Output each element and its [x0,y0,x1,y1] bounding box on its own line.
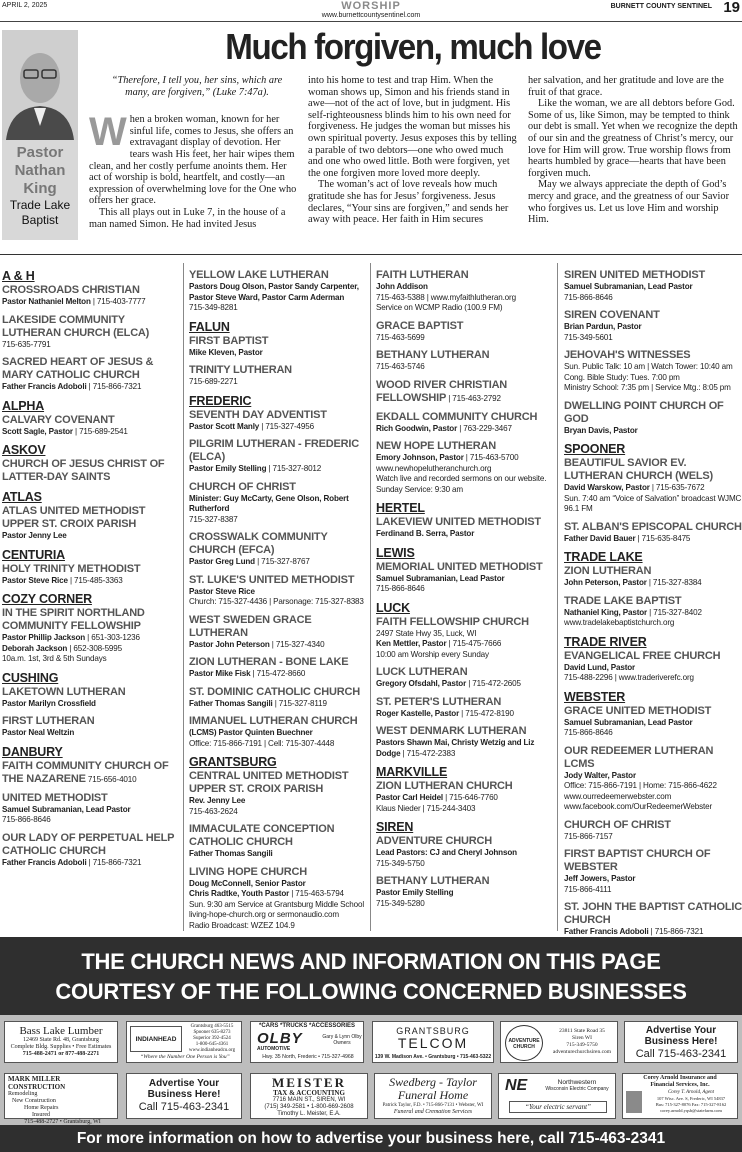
author-church-line2: Baptist [21,213,59,227]
article-paragraph: When a broken woman, known for her sinful life, comes to Jesus, she offers an extravagant display of devotion. Her tears wash His feet, her hair wipes them clean, and her costly perfume anoints them. Her act of worship is bold, heartfelt, and costly—an expression of overwhelming love for the One who offers her grace. [89,110,297,207]
ad-meister-tax[interactable]: MEISTER TAX & ACCOUNTING 7716 MAIN ST., SIREN, WI (715) 349-2581 • 1-800-669-2608 Timothy L. Meister, E.A. [250,1073,368,1119]
pastor-line: Emory Johnson, Pastor | 715-463-5700 [376,453,519,462]
pastor-line: Pastor Nathaniel Melton | 715-403-7777 [2,297,146,306]
town-heading: ATLAS [2,490,42,504]
pastor-line: Jody Walter, Pastor [564,770,636,780]
church-name: NEW HOPE LUTHERAN [376,440,497,452]
church-info[interactable]: www.facebook.com/OurRedeemerWebster [564,802,712,811]
church-info: 715-866-8646 [564,292,613,302]
ad-corey-arnold-insurance[interactable]: Corey Arnold Insurance and Financial Services, Inc. Corey T. Arnold, Agent 107 Wisc. Ave. S, Frederic, WI 54837 Bus: 715-327-8076 Fax: 715-327-8162 corey.arnold.yqsb@statefarm.com [622,1073,738,1119]
church-info: 10:00 am Worship every Sunday [376,649,489,659]
church-name: FAITH LUTHERAN [376,269,469,281]
directory-column-2 [189,263,367,931]
church-name: ADVENTURE CHURCH [376,835,492,847]
pastor-line: Pastor John Peterson | 715-327-4340 [189,639,325,649]
church-name: CROSSROADS CHRISTIAN [2,284,140,296]
pastor-line: Father Francis Adoboli | 715-866-7321 [2,857,142,867]
town-heading: ASKOV [2,443,46,457]
author-first-name: Nathan [14,162,66,179]
pastor-line: Father David Bauer | 715-635-8475 [564,533,691,543]
church-name: IN THE SPIRIT NORTHLAND COMMUNITY FELLOWSHIP [2,607,145,632]
town-heading: TRADE RIVER [564,634,647,649]
church-info: 2497 State Hwy 35, Luck, WI [376,628,477,638]
church-name: LAKETOWN LUTHERAN [2,685,126,698]
church-info: Watch live and recorded sermons on our website. Sunday Service: 9:30 am [376,474,547,494]
town-heading: WEBSTER [564,689,626,704]
church-info: 715-349-5601 [564,332,613,342]
article-column-3 [528,75,740,226]
church-name: GRACE UNITED METHODIST [564,704,712,717]
church-info: 715-463-5699 [376,332,425,342]
adventure-church-logo-icon: ADVENTURE CHURCH [505,1025,543,1061]
church-name: SIREN UNITED METHODIST [564,269,706,281]
church-name: EVANGELICAL FREE CHURCH [564,649,721,662]
pastor-line: John Addison [376,282,428,291]
church-name: CALVARY COVENANT [2,413,115,426]
sponsor-banner [0,937,742,1015]
church-name: LAKEVIEW UNITED METHODIST [376,516,541,528]
church-info: Sun. 7:40 am “Voice of Salvation” broadcast WJMC 96.1 FM [564,493,742,513]
article-paragraph: Like the woman, we are all debtors before God. Some of us, like Simon, may be tempted to think our debt is small. Yet when we recognize the depth of our sin and the greatness of Christ’s mercy, our love for Him will grow. True worship flows from hearts humbled by grace—hearts that have been forgiven much. [528,98,738,179]
author-last-name: King [23,180,57,197]
church-name: FAITH COMMUNITY CHURCH OF THE NAZARENE 715-656-4010 [2,759,169,785]
pastor-line: John Peterson, Pastor | 715-327-8384 [564,578,702,587]
pastor-line: Roger Kastelle, Pastor | 715-472-8190 [376,708,514,718]
town-heading: LEWIS [376,545,415,560]
pastor-line: David Lund, Pastor [564,662,636,672]
article-paragraph-continued: into his home to test and trap Him. When the woman shows up, Simon and his friends stand in awe—not of the act of love, but in judgment. His self-righteousness blinds him to his own need for forgiveness. He judges the woman but misses his own spiritual poverty. Jesus exposes this by telling a parable of two debtors—one who owed much and one who owed little. Both were forgiven, yet the one forgiven more loved more deeply. [308,75,517,179]
author-title: Pastor [16,144,64,161]
pastor-line: Ken Mettler, Pastor | 715-475-7666 [376,639,502,648]
section-name: WORSHIP [341,0,401,12]
pastor-line: Minister: Guy McCarty, Gene Olson, Robert Rutherford [189,493,349,513]
church-info: 715-463-2624 [189,806,238,816]
church-name: FIRST BAPTIST CHURCH OF WEBSTER [564,848,711,873]
church-name: IMMACULATE CONCEPTION CATHOLIC CHURCH [189,823,335,848]
town-heading: GRANTSBURG [189,755,277,769]
author-church-line1: Trade Lake [9,198,71,212]
ads-area [0,1015,742,1125]
pastor-line: Deborah Jackson | 652-308-5995 [2,643,122,653]
pastor-line: Samuel Subramanian, Lead Pastor [564,717,693,727]
indianhead-logo-icon: INDIANHEAD [130,1026,182,1052]
town-heading: COZY CORNER [2,592,92,606]
drop-cap: W [89,110,127,155]
church-info: Office: 715-866-7191 | Home: 715-866-4622 [564,781,717,790]
church-info: Service on WCMP Radio (100.9 FM) [376,303,503,312]
column-rule [557,263,558,931]
pastor-line: Chris Radtke, Youth Pastor | 715-463-5794 [189,889,344,898]
church-name: ZION LUTHERAN CHURCH [376,780,513,792]
church-name: BETHANY LUTHERAN [376,349,490,361]
pastor-line: Nathaniel King, Pastor | 715-327-8402 [564,607,702,617]
article-paragraph: This all plays out in Luke 7, in the house of a man named Simon. He had invited Jesus [89,206,286,230]
church-info: 715-349-8281 [189,303,238,312]
ad-indianhead[interactable]: INDIANHEAD Grantsburg 463-5515 Spooner 635-8273 Superior 392-4524 1-800-645-4361 www.indianheadcu.org “Where the Number One Person is You” [126,1021,242,1063]
church-info: Sun. 9:30 am Service at Grantsburg Middle School [189,899,365,909]
town-heading: FREDERIC [189,393,252,408]
church-info: Office: 715-866-7191 | Cell: 715-307-4448 [189,738,335,748]
church-info: 715-866-8646 [564,728,613,737]
church-name: ZION LUTHERAN - BONE LAKE [189,656,349,668]
church-info: 10a.m. 1st, 3rd & 5th Sundays [2,654,107,663]
church-name: CHURCH OF CHRIST [564,818,671,831]
church-name: TRINITY LUTHERAN [189,364,292,376]
column-rule [370,263,371,931]
church-name: MEMORIAL UNITED METHODIST [376,560,543,573]
town-heading: ALPHA [2,398,45,413]
ad-advertise-here-2[interactable]: Advertise Your Business Here! Call 715-463-2341 [126,1073,242,1119]
town-heading: SPOONER [564,442,626,456]
sponsor-banner-line1: THE CHURCH NEWS AND INFORMATION ON THIS PAGE [81,949,661,974]
church-info: 715-866-4111 [564,884,612,894]
pastor-line: (LCMS) Pastor Quinten Buechner [189,728,313,737]
church-name: SEVENTH DAY ADVENTIST [189,408,327,421]
church-info[interactable]: living-hope-church.org or sermonaudio.com [189,910,339,919]
pastor-line: Pastor Neal Weltzin [2,728,75,737]
author-portrait-icon [2,30,78,140]
church-info: 715-349-5750 [376,858,425,868]
church-name: GRACE BAPTIST [376,319,464,332]
church-name: DWELLING POINT CHURCH OF GOD [564,399,724,425]
pastor-line: Pastor Steve Rice | 715-485-3363 [2,575,123,585]
ad-advertise-here-1[interactable]: Advertise Your Business Here! Call 715-463-2341 [624,1021,738,1063]
town-heading: DANBURY [2,744,63,759]
town-heading: TRADE LAKE [564,550,643,564]
pastor-line: Lead Pastors: CJ and Cheryl Johnson [376,848,517,857]
church-name: ST. ALBAN'S EPISCOPAL CHURCH [564,520,742,533]
church-name: FAITH FELLOWSHIP CHURCH [376,615,529,628]
church-name: PILGRIM LUTHERAN - FREDERIC (ELCA) [189,438,359,463]
pastor-line: Samuel Subramanian, Lead Pastor [376,573,505,583]
ad-grantsburg-telcom[interactable]: GRANTSBURG TELCOM 139 W. Madison Ave. • Grantsburg • 715-463-5322 [372,1021,494,1063]
article-paragraph: May we always appreciate the depth of God’s mercy and grace, and the greatness of our Savior who forgives us. Let us love Him and worship Him. [528,179,729,226]
town-heading: CUSHING [2,670,59,685]
pastor-line: Pastors Doug Olson, Pastor Sandy Carpenter, Pastor Steve Ward, Pastor Carm Aderman [189,282,359,302]
directory-column-3 [376,263,554,909]
town-heading: SIREN [376,820,414,834]
page-number: 19 [723,0,740,16]
church-name: SIREN COVENANT [564,309,660,321]
ad-mark-miller-construction[interactable]: MARK MILLER CONSTRUCTION Remodeling New Construction Home Repairs Insured 715-488-2727 • Grantsburg, WI [4,1073,118,1119]
church-name: ATLAS UNITED METHODIST UPPER ST. CROIX PARISH [2,505,146,530]
pastor-line: Pastor Emily Stelling | 715-327-8012 [189,464,322,473]
pastor-line: Pastors Shawn Mai, Christy Wetzig and Liz Dodge | 715-472-2383 [376,738,535,758]
pastor-line: Doug McConnell, Senior Pastor [189,878,306,888]
directory-column-4 [564,263,742,938]
column-rule [183,263,184,931]
church-name: UNITED METHODIST [2,791,108,804]
author-byline [2,140,78,240]
pastor-line: Brian Pardun, Pastor [564,322,642,331]
church-name: CHURCH OF JESUS CHRIST OF LATTER-DAY SAINTS [2,458,165,483]
church-name: LIVING HOPE CHURCH [189,865,308,878]
article-paragraph: The woman’s act of love reveals how much gratitude she has for Jesus’ forgiveness. Jesus declares, “Your sins are forgiven,” and sends her away with peace. Her faith in Him secures [308,179,509,226]
church-info[interactable]: www.tradelakebaptistchurch.org [564,618,675,627]
church-name: TRADE LAKE BAPTIST [564,594,682,607]
agent-photo [626,1091,642,1113]
town-heading: HERTEL [376,501,425,515]
pastor-line: Pastor Jenny Lee [2,531,67,540]
ad-bass-lake-lumber[interactable]: Bass Lake Lumber 12469 State Rd. 48, Grantsburg Complete Bldg. Supplies • Free Estimates 715-488-2471 or 877-488-2271 [4,1021,118,1063]
ad-northwestern-electric[interactable]: NE Northwestern Wisconsin Electric Company “Your electric servant” [498,1073,616,1119]
pastor-line: Father Thomas Sangili [189,849,273,858]
author-photo [2,30,78,140]
article-column-2 [308,75,518,226]
town-heading: FALUN [189,319,230,334]
church-name: OUR REDEEMER LUTHERAN LCMS [564,744,714,770]
ad-swedberg-taylor[interactable]: Swedberg - Taylor Funeral Home Patrick Taylor, F.D. • 715-866-7131 • Webster, WI Funeral and Cremation Services [374,1073,492,1119]
pastor-line: Gregory Ofsdahl, Pastor | 715-472-2605 [376,679,521,688]
pastor-line: Samuel Subramanian, Lead Pastor [2,804,131,814]
olby-logo-icon: OLBY [257,1030,303,1047]
church-name: FIRST BAPTIST [189,334,269,347]
church-name: CENTRAL UNITED METHODIST UPPER ST. CROIX PARISH [189,770,349,795]
pastor-line: David Warskow, Pastor | 715-635-7672 [564,483,705,492]
article-paragraph-continued: her salvation, and her gratitude and love are the fruit of that grace. [528,75,724,98]
pastor-line: Pastor Marilyn Crossfield [2,698,96,708]
church-name: ST. JOHN THE BAPTIST CATHOLIC CHURCH [564,901,742,926]
church-info[interactable]: www.newhopelutheranchurch.org [376,463,492,473]
pastor-line: Mike Kleven, Pastor [189,347,263,357]
town-heading: CENTURIA [2,547,65,562]
pastor-line: Father Francis Adoboli | 715-866-7321 [564,927,704,936]
nwec-logo-icon: NE [505,1077,528,1094]
pastor-line: Pastor Carl Heidel | 715-646-7760 [376,793,498,802]
ad-adventure-church[interactable]: ADVENTURE CHURCH 23811 State Road 35 Siren WI 715-349-5750 adventurechurchsiren.com [500,1021,618,1063]
church-name: ST. LUKE'S UNITED METHODIST [189,573,355,586]
church-name: YELLOW LAKE LUTHERAN [189,269,329,281]
church-name: IMMANUEL LUTHERAN CHURCH [189,715,358,727]
pastor-line: Pastor Emily Stelling [376,888,454,897]
publication-name: BURNETT COUNTY SENTINEL [610,3,712,10]
church-info: 715-463-5746 [376,362,425,371]
church-info[interactable]: 715-488-2296 | www.traderiverefc.org [564,673,694,682]
directory-column-1 [2,263,180,868]
site-url[interactable]: www.burnettcountysentinel.com [321,12,421,19]
church-info: 715-689-2271 [189,377,238,386]
church-name: LAKESIDE COMMUNITY LUTHERAN CHURCH (ELCA) [2,313,150,339]
church-name: BETHANY LUTHERAN [376,875,490,887]
church-info: Klaus Nieder | 715-244-3403 [376,803,476,813]
church-info: 715-327-8387 [189,514,238,524]
church-name: FIRST LUTHERAN [2,715,95,727]
pastor-line: Pastor Mike Fisk | 715-472-8660 [189,669,306,678]
issue-date: APRIL 2, 2025 [2,2,48,9]
pastor-line: Rich Goodwin, Pastor | 763-229-3467 [376,423,512,433]
church-name: SACRED HEART OF JESUS & MARY CATHOLIC CHURCH [2,356,154,381]
town-heading: A & H [2,269,35,283]
church-info: Radio Broadcast: WZEZ 104.9 [189,920,295,930]
church-name: BEAUTIFUL SAVIOR EV. LUTHERAN CHURCH (WELS) [564,457,713,482]
church-name: WEST SWEDEN GRACE LUTHERAN [189,613,312,639]
advertise-footer: For more information on how to advertise your business here, call 715-463-2341 [0,1125,742,1152]
church-name: JEHOVAH'S WITNESSES [564,349,691,361]
church-info: 715-349-5280 [376,898,425,908]
church-info: Ministry School: 7:35 pm | Service Mtg.: 8:05 pm [564,383,731,392]
pastor-line: Jeff Jowers, Pastor [564,874,636,883]
church-info: 715-866-8646 [2,815,51,824]
pastor-line: Rev. Jenny Lee [189,796,246,805]
church-name: CHURCH OF CHRIST [189,480,296,493]
church-info: Sun. Public Talk: 10 am | Watch Tower: 10:40 am [564,362,733,371]
church-name: ST. PETER'S LUTHERAN [376,695,502,708]
church-name: LUCK LUTHERAN [376,666,468,678]
church-info[interactable]: www.ourredeemerwebster.com [564,791,672,801]
church-info: 715-866-7157 [564,831,613,841]
scripture-quote: “Therefore, I tell you, her sins, which are many, are forgiven,” (Luke 7:47a). [111,75,283,98]
pastor-line: Pastor Greg Lund | 715-327-8767 [189,557,310,566]
church-name: HOLY TRINITY METHODIST [2,562,141,575]
page-header [0,0,742,22]
church-info: Church: 715-327-4436 | Parsonage: 715-327-8383 [189,597,364,606]
pastor-line: Samuel Subramanian, Lead Pastor [564,282,693,291]
church-name: CROSSWALK COMMUNITY CHURCH (EFCA) [189,531,328,556]
church-name: ST. DOMINIC CATHOLIC CHURCH [189,685,360,698]
church-name: EKDALL COMMUNITY CHURCH [376,410,538,423]
sponsor-banner-line2: COURTESY OF THE FOLLOWING CONCERNED BUSINESSES [55,979,687,1004]
pastor-line: Father Thomas Sangili | 715-327-8119 [189,698,327,708]
pastor-line: Father Francis Adoboli | 715-866-7321 [2,382,142,391]
church-info[interactable]: 715-463-5388 | www.myfaithlutheran.org [376,292,516,302]
pastor-line: Pastor Steve Rice [189,586,255,596]
pastor-line: Pastor Scott Manly | 715-327-4956 [189,421,314,431]
town-heading: MARKVILLE [376,765,448,779]
church-name: WOOD RIVER CHRISTIAN FELLOWSHIP | 715-463-2792 [376,378,508,404]
pastor-line: Pastor Phillip Jackson | 651-303-1236 [2,633,140,642]
church-info: Cong. Bible Study: Tues. 7:00 pm [564,372,680,382]
church-info: 715-635-7791 [2,339,51,349]
church-name: WEST DENMARK LUTHERAN [376,725,527,737]
town-heading: LUCK [376,600,410,615]
pastor-line: Bryan Davis, Pastor [564,425,638,435]
church-info: 715-866-8646 [376,584,425,593]
article-title: Much forgiven, much love [225,26,601,67]
pastor-line: Scott Sagle, Pastor | 715-689-2541 [2,426,128,436]
section-divider [0,254,742,255]
ad-olby-automotive[interactable]: *CARS *TRUCKS *ACCESSORIES OLBY AUTOMOTIVE Gary & Lynn Olby Owners Hwy. 35 North, Frederic • 715-327-4968 [250,1021,364,1063]
article-column-1 [89,75,297,230]
church-name: OUR LADY OF PERPETUAL HELP CATHOLIC CHURCH [2,831,175,857]
pastor-line: Ferdinand B. Serra, Pastor [376,529,475,538]
church-name: ZION LUTHERAN [564,565,652,577]
